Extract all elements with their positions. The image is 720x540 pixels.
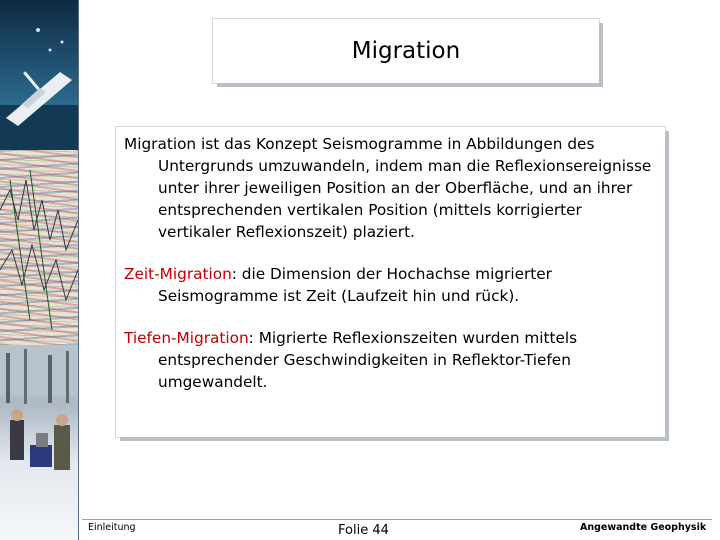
paragraph-tiefen-migration (124, 327, 657, 393)
paragraph-definition (124, 133, 657, 243)
field-crew-photo (0, 345, 78, 540)
footer-rule (82, 519, 712, 520)
left-photo-strip (0, 0, 78, 540)
paragraph-text: : Migrierte Reflexionszeiten wurden mittels entsprechender Geschwindigkeiten in Reflektor-Tiefen umgewandelt. (158, 329, 578, 391)
seismic-section-image (0, 150, 78, 345)
strip-divider (78, 0, 79, 540)
footer-course-label: Angewandte Geophysik (580, 522, 707, 533)
footer-slide-number: Folie 44 (338, 523, 389, 538)
content-box (116, 127, 665, 437)
term-zeit-migration: Zeit-Migration (124, 265, 232, 283)
title-box (213, 19, 599, 83)
paragraph-text: : die Dimension der Hochachse migrierter Seismogramme ist Zeit (Laufzeit hin und rück). (158, 265, 552, 305)
slide-title: Migration (351, 38, 461, 64)
ship-photo (0, 0, 78, 150)
footer-section-label: Einleitung (88, 522, 136, 533)
paragraph-text: Migration ist das Konzept Seismogramme in Abbildungen des Untergrunds umzuwandeln, indem man die Reflexionsereignisse unter ihrer jeweiligen Position an der Oberfläche, und an ihrer entsprechenden vertikalen Position (mittels korrigierter vertikaler Reflexionszeit) plaziert. (124, 135, 652, 241)
term-tiefen-migration: Tiefen-Migration (124, 329, 249, 347)
paragraph-zeit-migration (124, 263, 657, 307)
